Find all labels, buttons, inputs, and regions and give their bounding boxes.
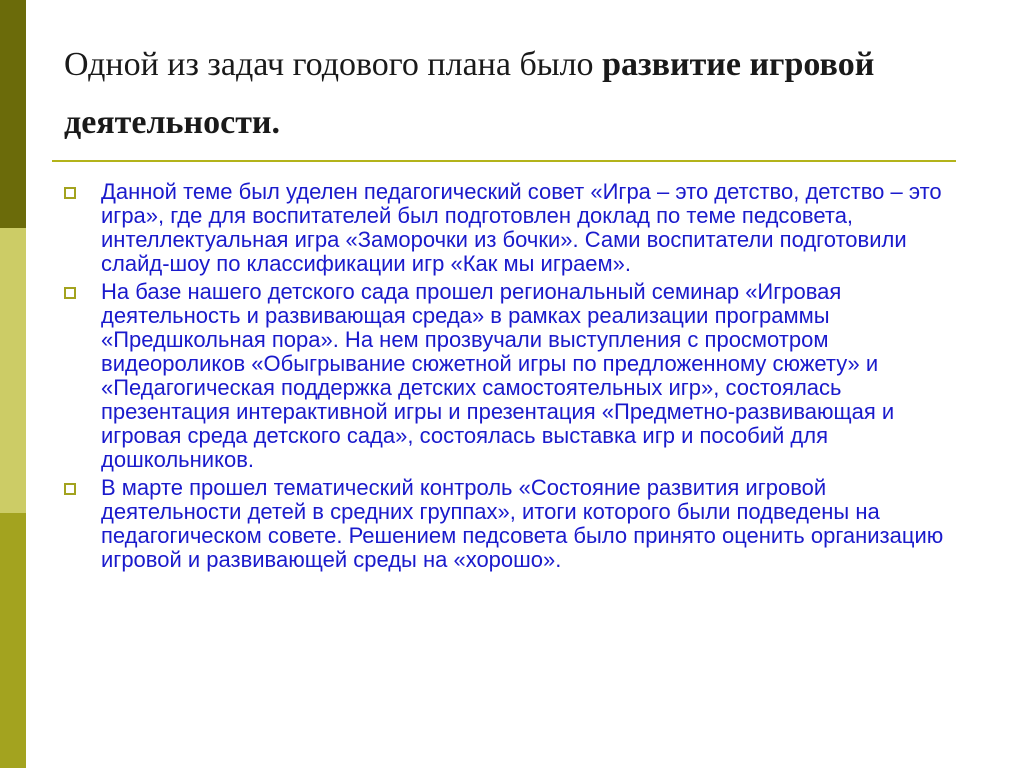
slide-title-plain: Одной из задач годового плана было <box>64 46 603 83</box>
bullet-item <box>64 180 964 276</box>
bullet-text: В марте прошел тематический контроль «Состояние развития игровой деятельности детей в средних группах», итоги которого были подведены на педагогическом совете. Решением педсовета было принято оценить организацию игровой и развивающей среды на «хорошо». <box>101 475 944 572</box>
title-divider <box>52 160 956 162</box>
bullet-item <box>64 476 964 572</box>
bullet-list <box>64 180 964 576</box>
bullet-text: На базе нашего детского сада прошел региональный семинар «Игровая деятельность и развивающая среда» в рамках реализации программы «Предшкольная пора». На нем прозвучали выступления с просмотром видеороликов «Обыгрывание сюжетной игры по предложенному сюжету» и «Педагогическая поддержка детских самостоятельных игр», состоялась презентация интерактивной игры и презентация «Предметно-развивающая и игровая среда детского сада», состоялась выставка игр и пособий для дошкольников. <box>101 279 895 472</box>
square-bullet-icon <box>64 187 76 199</box>
square-bullet-icon <box>64 287 76 299</box>
side-bar-mid-segment <box>0 513 26 768</box>
slide-title <box>64 36 964 152</box>
side-bar-light-segment <box>0 228 26 513</box>
square-bullet-icon <box>64 483 76 495</box>
bullet-text: Данной теме был уделен педагогический совет «Игра – это детство, детство – это игра», где для воспитателей был подготовлен доклад по теме педсовета, интеллектуальная игра «Заморочки из бочки». Сами воспитатели подготовили слайд-шоу по классификации игр «Как мы играем». <box>101 179 942 276</box>
bullet-item <box>64 280 964 472</box>
slide-title-bold: развитие игровой деятельности. <box>64 46 875 141</box>
side-bar-dark-segment <box>0 0 26 228</box>
